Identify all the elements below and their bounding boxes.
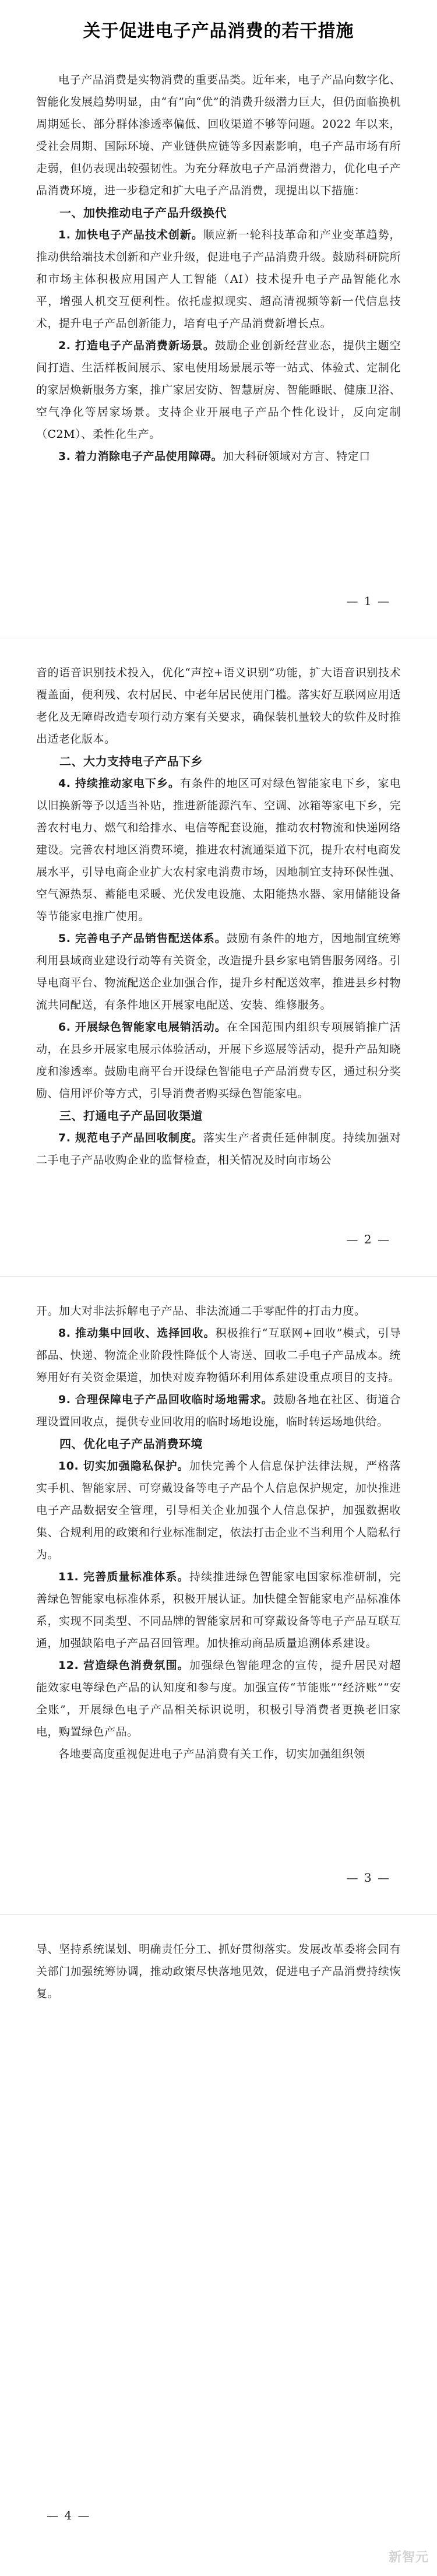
section-heading-4: 四、优化电子产品消费环境 — [59, 1437, 203, 1451]
measure-12 — [36, 1654, 401, 1743]
document-page-4 — [0, 1915, 437, 2576]
measure-4-lead: 4. 持续推动家电下乡。 — [58, 777, 180, 790]
document-page-2 — [0, 638, 437, 1277]
measure-10 — [36, 1455, 401, 1566]
page-number-2: — 2 — — [346, 1232, 390, 1246]
measure-7 — [36, 1127, 401, 1171]
measure-3-continued: 音的语音识别技术投入，优化“声控+语义识别”功能，扩大语音识别技术覆盖面，便利残、农村居民、中老年居民使用门槛。落实好互联网应用适老化及无障碍改造专项行动方案有关要求，确保装机量较大的软件及时推出适老化版本。 — [36, 666, 401, 746]
measure-3-lead: 3. 着力消除电子产品使用障碍。 — [58, 450, 223, 463]
section-heading-3: 三、打通电子产品回收渠道 — [59, 1109, 203, 1123]
measure-5 — [36, 927, 401, 1016]
measure-12-lead: 12. 营造绿色消费氛围。 — [58, 1659, 189, 1672]
page-number-3: — 3 — — [346, 1871, 390, 1885]
measure-1 — [36, 224, 401, 335]
watermark-logo: 新智元 — [388, 2550, 429, 2565]
measure-8 — [36, 1322, 401, 1389]
measure-2-text: 鼓励企业创新经营业态，提供主题空间打造、生活样板间展示、家电使用场景展示等一站式、体验式、定制化的家居焕新服务方案，推广家居安防、智慧厨房、智能睡眠、健康卫浴、空气净化等居家场景。支持企业开展电子产品个性化设计，反向定制（C2M）、柔性化生产。 — [36, 339, 401, 441]
measure-8-text: 积极推行“互联网+回收”模式，引导部品、快递、物流企业阶段性降低个人寄送、回收二手电子产品成本。统筹用好有关资金渠道，加快对废弃物循环利用体系建设重点项目的支持。 — [36, 1327, 401, 1384]
measure-7-continued: 开。加大对非法拆解电子产品、非法流通二手零配件的打击力度。 — [36, 1305, 366, 1317]
section-heading-2: 二、大力支持电子产品下乡 — [59, 754, 203, 768]
measure-9-lead: 9. 合理保障电子产品回收临时场地需求。 — [58, 1393, 273, 1406]
measure-4-text: 有条件的地区可对绿色智能家电下乡，家电以旧换新等予以适当补贴，推进新能源汽车、空调、冰箱等家电下乡，完善农村电力、燃气和给排水、电信等配套设施，推动农村物流和快递网络建设。完善农村地区消费环境，推进农村流通渠道下沉，提升农村电商发展水平，引导电商企业扩大农村家电消费市场，因地制宜支持环保性强、空气源热泵、蓄能电采暖、光伏发电设施、太阳能热水器、家用储能设备等节能家电推广使用。 — [36, 777, 401, 923]
measure-6-text: 在全国范围内组织专项展销推广活动，在县乡开展家电展示体验活动，开展下乡巡展等活动，提升产品知晓度和渗透率。鼓励电商平台开设绿色智能电子产品消费专区，通过积分奖励、信用评价等方式，引导消费者购买绿色智能家电。 — [36, 1021, 401, 1100]
closing-continued: 导、坚持系统谋划、明确责任分工、抓好贯彻落实。发展改革委将会同有关部门加强统筹协调，推动政策尽快落地见效，促进电子产品消费持续恢复。 — [36, 1943, 401, 2000]
measure-2-lead: 2. 打造电子产品消费新场景。 — [58, 339, 215, 352]
measure-11-text: 持续推进绿色智能家电国家标准研制，完善绿色智能家电标准体系，积极开展认证。加快健全智能家电产品标准体系，实现不同类型、不同品牌的智能家居和可穿戴设备等电子产品互联互通，加强缺陷电子产品召回管理。加快推动商品质量追溯体系建设。 — [36, 1570, 401, 1650]
section-heading-1: 一、加快推动电子产品升级换代 — [59, 206, 227, 220]
measure-5-text: 鼓励有条件的地方，因地制宜统筹利用县域商业建设行动等有关资金，改造提升县乡家电销售服务网络。引导电商平台、物流配送企业加强合作，提升乡村配送效率，推进县乡村物流共同配送，有条件地区开展家电配送、安装、维修服务。 — [36, 932, 401, 1011]
measure-7-lead: 7. 规范电子产品回收制度。 — [58, 1131, 203, 1144]
measure-6-lead: 6. 开展绿色智能家电展销活动。 — [58, 1021, 227, 1034]
measure-6 — [36, 1016, 401, 1105]
measure-8-lead: 8. 推动集中回收、选择回收。 — [58, 1327, 216, 1340]
closing-paragraph: 各地要高度重视促进电子产品消费有关工作，切实加强组织领 — [58, 1748, 365, 1760]
measure-3-text: 加大科研领域对方言、特定口 — [223, 450, 371, 463]
measure-11 — [36, 1566, 401, 1654]
document-page-3 — [0, 1277, 437, 1915]
measure-9 — [36, 1389, 401, 1433]
measure-1-text: 顺应新一轮科技革命和产业变革趋势，推动供给端技术创新和产业升级，促进电子产品消费升级。鼓励科研院所和市场主体积极应用国产人工智能（AI）技术提升电子产品智能化水平，增强人机交互便利性。依托虚拟现实、超高清视频等新一代信息技术，提升电子产品创新能力，培育电子产品消费新增长点。 — [36, 229, 401, 330]
page-number-1: — 1 — — [346, 594, 390, 608]
measure-9-text: 鼓励各地在社区、街道合理设置回收点，提供专业回收用的临时场地设施，临时转运场地供给。 — [36, 1393, 401, 1428]
measure-7-text: 落实生产者责任延伸制度。持续加强对二手电子产品收购企业的监督检查，相关情况及时向市场公 — [36, 1131, 401, 1166]
measure-10-lead: 10. 切实加强隐私保护。 — [58, 1460, 189, 1472]
intro-paragraph: 电子产品消费是实物消费的重要品类。近年来，电子产品向数字化、智能化发展趋势明显，由“有”向“优”的消费升级潜力巨大，但仍面临换机周期延长、部分群体渗透率偏低、回收渠道不够等问题。2022 年以来，受社会周期、国际环境、产业链供应链等多因素影响，电子产品市场有所走弱，但仍表现出较强韧性。为充分释放电子产品消费潜力，优化电子产品消费环境，进一步稳定和扩大电子产品消费，现提出以下措施： — [36, 73, 401, 197]
document-page-1 — [0, 0, 437, 638]
measure-5-lead: 5. 完善电子产品销售配送体系。 — [58, 932, 227, 945]
page-number-4: — 4 — — [47, 2508, 91, 2522]
measure-2 — [36, 335, 401, 445]
measure-12-text: 加强绿色智能理念的宣传，提升居民对超能效家电等绿色产品的认知度和参与度。加强宣传“节能账”“经济账”“安全账”，开展绿色电子产品相关标识说明，积极引导消费者更换老旧家电，购置绿色产品。 — [36, 1659, 401, 1738]
document-title: 关于促进电子产品消费的若干措施 — [83, 21, 354, 41]
measure-4 — [36, 772, 401, 927]
measure-11-lead: 11. 完善质量标准体系。 — [58, 1570, 189, 1583]
measure-1-lead: 1. 加快电子产品技术创新。 — [58, 229, 203, 241]
measure-3 — [36, 445, 401, 468]
measure-10-text: 加快完善个人信息保护法律法规，严格落实手机、智能家居、可穿戴设备等电子产品个人信息保护规定，加快推进电子产品数据安全管理，引导相关企业加强个人信息保护，加强数据收集、合规利用的政策和行业标准制定，依法打击企业不当利用个人隐私行为。 — [36, 1460, 401, 1561]
